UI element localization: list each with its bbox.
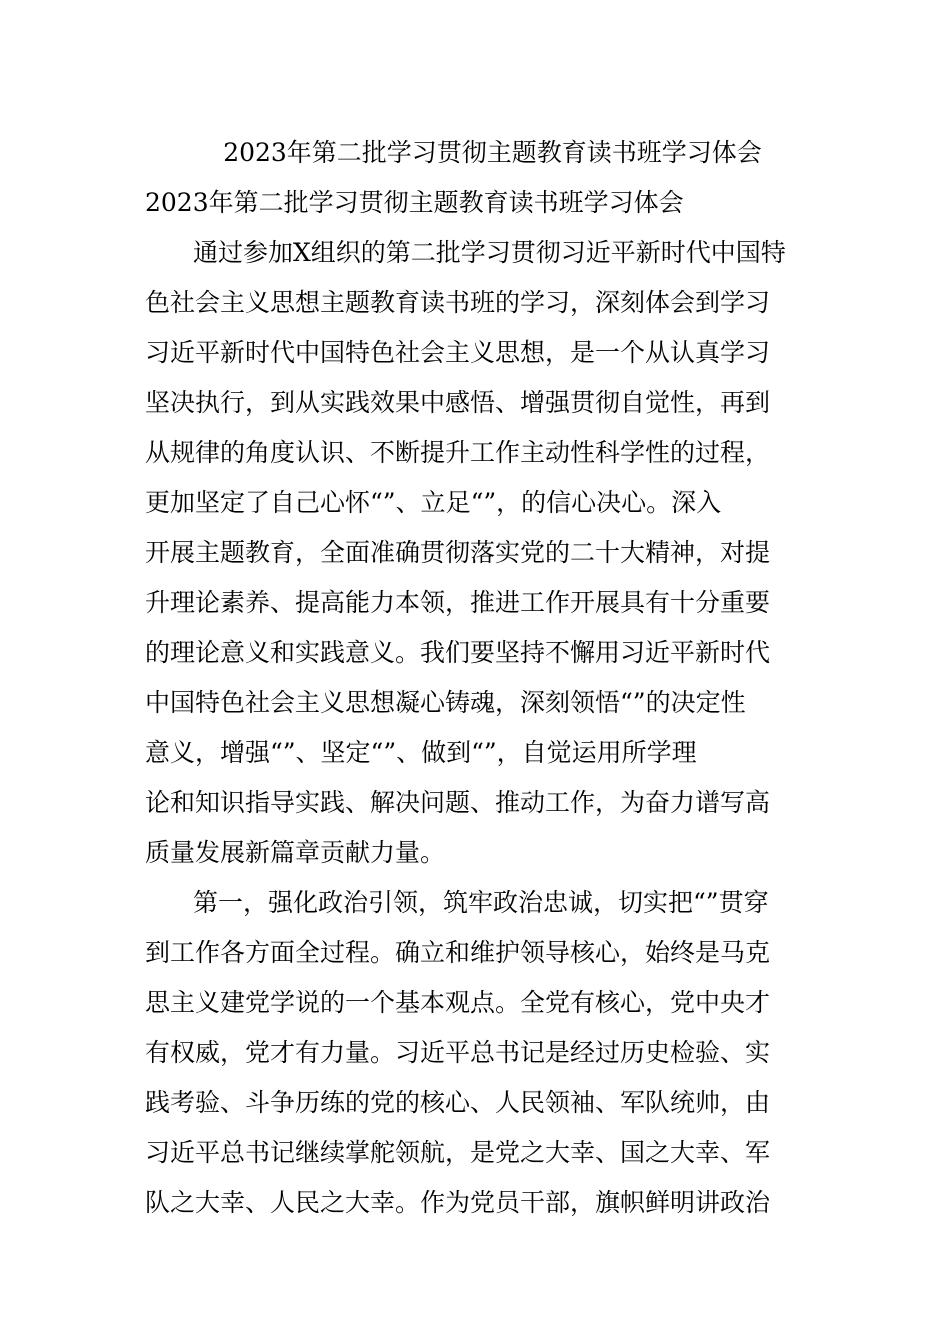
paragraph-line: 开展主题教育，全面准确贯彻落实党的二十大精神，对提: [145, 538, 771, 567]
paragraph-line: 思主义建党学说的一个基本观点。全党有核心，党中央才: [145, 988, 771, 1017]
paragraph-line: 第一，强化政治引领，筑牢政治忠诚，切实把“”贯穿: [193, 888, 769, 917]
paragraph-line: 从规律的角度认识、不断提升工作主动性科学性的过程，: [145, 438, 771, 467]
paragraph-line: 队之大幸、人民之大幸。作为党员干部，旗帜鲜明讲政治: [145, 1188, 771, 1217]
paragraph-line: 论和知识指导实践、解决问题、推动工作，为奋力谱写高: [145, 788, 771, 817]
document-subtitle: 2023年第二批学习贯彻主题教育读书班学习体会: [145, 188, 684, 217]
document-body: [145, 128, 810, 1228]
document-title: 2023年第二批学习贯彻主题教育读书班学习体会: [223, 138, 762, 167]
paragraph-line: 色社会主义思想主题教育读书班的学习，深刻体会到学习: [145, 288, 771, 317]
paragraph-line: 习近平新时代中国特色社会主义思想，是一个从认真学习: [145, 338, 771, 367]
paragraph-line: 意义，增强“”、坚定“”、做到“”，自觉运用所学理: [145, 738, 697, 767]
paragraph-line: 通过参加X组织的第二批学习贯彻习近平新时代中国特: [193, 238, 786, 267]
paragraph-1: [145, 228, 810, 878]
paragraph-line: 习近平总书记继续掌舵领航，是党之大幸、国之大幸、军: [145, 1138, 771, 1167]
paragraph-line: 更加坚定了自己心怀“”、立足“”，的信心决心。深入: [145, 488, 722, 517]
paragraph-line: 升理论素养、提高能力本领，推进工作开展具有十分重要: [145, 588, 771, 617]
paragraph-line: 中国特色社会主义思想凝心铸魂，深刻领悟“”的决定性: [145, 688, 746, 717]
paragraph-line: 到工作各方面全过程。确立和维护领导核心，始终是马克: [145, 938, 771, 967]
paragraph-line: 的理论意义和实践意义。我们要坚持不懈用习近平新时代: [145, 638, 771, 667]
paragraph-line: 有权威，党才有力量。习近平总书记是经过历史检验、实: [145, 1038, 771, 1067]
paragraph-line: 坚决执行，到从实践效果中感悟、增强贯彻自觉性，再到: [145, 388, 771, 417]
paragraph-line: 践考验、斗争历练的党的核心、人民领袖、军队统帅，由: [145, 1088, 771, 1117]
paragraph-2: [145, 878, 810, 1228]
paragraph-line: 质量发展新篇章贡献力量。: [145, 838, 446, 867]
